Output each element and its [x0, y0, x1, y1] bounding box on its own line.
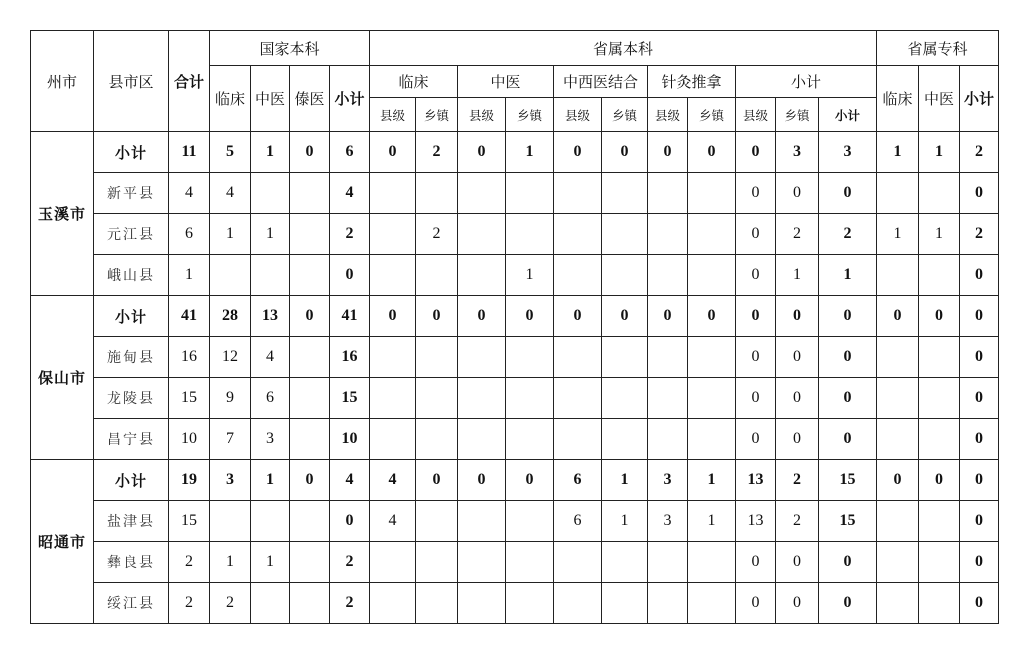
table-cell — [506, 214, 554, 255]
table-cell: 2 — [330, 583, 370, 624]
table-cell: 0 — [776, 173, 819, 214]
table-cell — [416, 173, 458, 214]
table-cell — [416, 583, 458, 624]
table-cell: 6 — [169, 214, 210, 255]
table-cell: 0 — [819, 337, 877, 378]
table-cell — [506, 501, 554, 542]
table-cell: 0 — [648, 296, 688, 337]
table-cell — [290, 255, 330, 296]
col-header-zk-linchuang: 临床 — [877, 66, 919, 132]
table-cell — [919, 419, 960, 460]
table-cell: 1 — [688, 501, 736, 542]
table-cell — [602, 419, 648, 460]
table-cell — [416, 378, 458, 419]
col-header-zk-xiaoji: 小计 — [960, 66, 999, 132]
table-cell: 0 — [290, 460, 330, 501]
table-cell: 6 — [330, 132, 370, 173]
table-cell: 3 — [648, 501, 688, 542]
table-cell: 0 — [458, 132, 506, 173]
table-cell: 0 — [819, 378, 877, 419]
table-cell: 0 — [330, 501, 370, 542]
table-cell — [919, 501, 960, 542]
county-name: 新平县 — [94, 173, 169, 214]
col-header-gj-linchuang: 临床 — [210, 66, 251, 132]
table-cell: 1 — [602, 501, 648, 542]
table-cell: 0 — [776, 583, 819, 624]
table-cell: 0 — [416, 460, 458, 501]
table-cell — [919, 583, 960, 624]
table-cell: 0 — [506, 296, 554, 337]
table-cell — [506, 337, 554, 378]
city-name: 玉溪市 — [31, 132, 94, 296]
table-cell: 0 — [919, 460, 960, 501]
table-cell — [877, 173, 919, 214]
table-cell: 0 — [736, 583, 776, 624]
table-cell: 15 — [819, 501, 877, 542]
table-cell — [877, 542, 919, 583]
table-cell: 15 — [330, 378, 370, 419]
table-cell — [210, 501, 251, 542]
table-cell: 2 — [169, 583, 210, 624]
table-cell: 2 — [330, 214, 370, 255]
table-cell: 2 — [960, 214, 999, 255]
table-cell — [210, 255, 251, 296]
table-cell: 0 — [602, 296, 648, 337]
table-cell: 1 — [919, 132, 960, 173]
table-cell — [370, 419, 416, 460]
table-cell: 0 — [736, 337, 776, 378]
table-cell: 2 — [416, 214, 458, 255]
table-cell — [290, 214, 330, 255]
table-cell: 1 — [251, 132, 290, 173]
table-cell — [648, 378, 688, 419]
table-cell: 0 — [602, 132, 648, 173]
table-cell — [506, 542, 554, 583]
county-name: 昌宁县 — [94, 419, 169, 460]
table-cell: 2 — [330, 542, 370, 583]
table-cell: 0 — [736, 542, 776, 583]
table-cell: 13 — [736, 460, 776, 501]
table-cell — [688, 378, 736, 419]
table-cell — [290, 501, 330, 542]
table-cell — [688, 337, 736, 378]
col-header-xiangzhen: 乡镇 — [776, 98, 819, 132]
col-header-xianji: 县级 — [648, 98, 688, 132]
table-cell — [370, 255, 416, 296]
table-cell — [506, 419, 554, 460]
table-cell — [458, 378, 506, 419]
table-cell — [416, 542, 458, 583]
table-row — [31, 583, 999, 624]
table-cell — [370, 378, 416, 419]
table-cell: 0 — [960, 296, 999, 337]
group-header-shengshu-zhuanke: 省属专科 — [877, 31, 999, 66]
table-row — [31, 419, 999, 460]
table-cell: 0 — [819, 583, 877, 624]
table-cell — [919, 337, 960, 378]
table-cell: 6 — [554, 460, 602, 501]
table-cell — [554, 419, 602, 460]
table-cell — [290, 419, 330, 460]
table-cell — [919, 378, 960, 419]
table-cell — [370, 542, 416, 583]
table-cell: 0 — [736, 173, 776, 214]
table-cell — [877, 583, 919, 624]
table-cell — [688, 542, 736, 583]
table-cell — [688, 583, 736, 624]
table-cell — [602, 173, 648, 214]
table-cell: 0 — [736, 214, 776, 255]
table-cell — [458, 542, 506, 583]
table-cell: 0 — [919, 296, 960, 337]
subtotal-row — [31, 132, 999, 173]
table-cell — [919, 255, 960, 296]
table-cell: 4 — [210, 173, 251, 214]
table-cell: 13 — [251, 296, 290, 337]
table-cell: 0 — [776, 378, 819, 419]
table-row — [31, 501, 999, 542]
table-cell: 16 — [169, 337, 210, 378]
table-cell — [877, 419, 919, 460]
table-cell: 4 — [330, 173, 370, 214]
col-header-xiaoji: 小计 — [819, 98, 877, 132]
table-cell — [602, 255, 648, 296]
table-cell: 0 — [688, 132, 736, 173]
table-cell: 1 — [506, 132, 554, 173]
table-cell — [602, 583, 648, 624]
city-name: 保山市 — [31, 296, 94, 460]
table-cell: 0 — [960, 378, 999, 419]
table-cell: 4 — [169, 173, 210, 214]
table-cell — [554, 173, 602, 214]
table-cell: 0 — [554, 296, 602, 337]
table-cell: 0 — [736, 419, 776, 460]
table-cell — [416, 255, 458, 296]
table-cell: 41 — [169, 296, 210, 337]
table-cell: 15 — [169, 501, 210, 542]
table-row — [31, 214, 999, 255]
col-header-xianji: 县级 — [370, 98, 416, 132]
table-cell: 0 — [819, 173, 877, 214]
table-cell — [648, 419, 688, 460]
table-cell: 1 — [251, 214, 290, 255]
table-cell — [458, 583, 506, 624]
county-name: 盐津县 — [94, 501, 169, 542]
table-cell: 0 — [960, 542, 999, 583]
subtotal-label: 小计 — [94, 132, 169, 173]
col-header-xianshiqu: 县市区 — [94, 31, 169, 132]
table-cell — [648, 583, 688, 624]
table-cell: 1 — [602, 460, 648, 501]
table-cell: 0 — [290, 132, 330, 173]
table-row — [31, 337, 999, 378]
table-cell: 0 — [688, 296, 736, 337]
col-header-heji: 合计 — [169, 31, 210, 132]
subtotal-row — [31, 296, 999, 337]
table-cell: 1 — [506, 255, 554, 296]
table-cell — [554, 583, 602, 624]
table-cell: 1 — [877, 132, 919, 173]
table-cell: 2 — [416, 132, 458, 173]
table-cell: 19 — [169, 460, 210, 501]
table-cell — [290, 542, 330, 583]
table-cell: 0 — [290, 296, 330, 337]
table-row — [31, 542, 999, 583]
table-cell — [458, 214, 506, 255]
table-cell: 1 — [251, 542, 290, 583]
subgroup-header-xiaoji: 小计 — [736, 66, 877, 98]
table-cell — [554, 378, 602, 419]
col-header-gj-zhongyi: 中医 — [251, 66, 290, 132]
col-header-gj-xiaoji: 小计 — [330, 66, 370, 132]
table-cell: 0 — [960, 501, 999, 542]
col-header-xianji: 县级 — [736, 98, 776, 132]
col-header-xiangzhen: 乡镇 — [602, 98, 648, 132]
table-cell — [416, 501, 458, 542]
table-cell — [458, 255, 506, 296]
table-cell: 16 — [330, 337, 370, 378]
col-header-xianji: 县级 — [458, 98, 506, 132]
subtotal-label: 小计 — [94, 460, 169, 501]
table-cell: 4 — [370, 460, 416, 501]
table-row — [31, 255, 999, 296]
table-cell: 0 — [370, 296, 416, 337]
table-cell: 7 — [210, 419, 251, 460]
table-cell: 4 — [251, 337, 290, 378]
table-cell: 0 — [960, 337, 999, 378]
table-cell: 2 — [960, 132, 999, 173]
table-cell: 0 — [819, 419, 877, 460]
table-cell: 0 — [736, 255, 776, 296]
table-body — [31, 132, 999, 624]
subtotal-row — [31, 460, 999, 501]
table-cell: 1 — [819, 255, 877, 296]
group-header-shengshu-benke: 省属本科 — [370, 31, 877, 66]
table-cell — [688, 419, 736, 460]
table-cell: 0 — [960, 460, 999, 501]
table-cell — [290, 173, 330, 214]
table-cell — [602, 378, 648, 419]
table-cell: 0 — [819, 542, 877, 583]
table-cell: 1 — [919, 214, 960, 255]
table-cell: 0 — [877, 460, 919, 501]
table-cell — [458, 337, 506, 378]
table-cell: 0 — [416, 296, 458, 337]
table-cell — [370, 214, 416, 255]
table-cell: 0 — [776, 337, 819, 378]
table-cell: 0 — [370, 132, 416, 173]
table-cell: 0 — [960, 255, 999, 296]
table-cell: 2 — [776, 214, 819, 255]
table-cell: 0 — [960, 173, 999, 214]
table-cell: 0 — [554, 132, 602, 173]
table-cell — [370, 583, 416, 624]
table-cell — [648, 337, 688, 378]
table-cell — [919, 542, 960, 583]
table-cell: 10 — [169, 419, 210, 460]
table-cell: 0 — [960, 583, 999, 624]
table-cell: 10 — [330, 419, 370, 460]
table-cell — [251, 173, 290, 214]
table-cell: 1 — [776, 255, 819, 296]
table-cell: 3 — [648, 460, 688, 501]
county-name: 龙陵县 — [94, 378, 169, 419]
table-cell — [648, 173, 688, 214]
subgroup-header-zhenjiu: 针灸推拿 — [648, 66, 736, 98]
table-cell: 1 — [251, 460, 290, 501]
table-cell — [602, 337, 648, 378]
subgroup-header-zhongxiyi: 中西医结合 — [554, 66, 648, 98]
table-cell — [602, 214, 648, 255]
table-cell: 0 — [877, 296, 919, 337]
table-cell: 6 — [554, 501, 602, 542]
table-cell: 9 — [210, 378, 251, 419]
table-cell: 15 — [819, 460, 877, 501]
table-cell: 15 — [169, 378, 210, 419]
table-cell — [251, 255, 290, 296]
table-cell — [877, 501, 919, 542]
table-cell: 13 — [736, 501, 776, 542]
table-cell — [554, 337, 602, 378]
table-cell — [688, 173, 736, 214]
table-cell: 0 — [458, 296, 506, 337]
col-header-xiangzhen: 乡镇 — [688, 98, 736, 132]
col-header-xiangzhen: 乡镇 — [416, 98, 458, 132]
table-cell — [877, 255, 919, 296]
table-cell — [251, 501, 290, 542]
table-cell — [919, 173, 960, 214]
table-cell — [416, 337, 458, 378]
table-cell: 0 — [776, 296, 819, 337]
table-cell: 0 — [330, 255, 370, 296]
table-cell: 12 — [210, 337, 251, 378]
table-cell: 0 — [458, 460, 506, 501]
table-cell — [554, 214, 602, 255]
table-cell — [458, 419, 506, 460]
county-name: 元江县 — [94, 214, 169, 255]
table-cell — [458, 501, 506, 542]
table-cell: 11 — [169, 132, 210, 173]
col-header-zhoushi: 州市 — [31, 31, 94, 132]
county-name: 绥江县 — [94, 583, 169, 624]
table-cell — [370, 173, 416, 214]
table-cell: 2 — [169, 542, 210, 583]
table-cell: 1 — [877, 214, 919, 255]
city-name: 昭通市 — [31, 460, 94, 624]
table-cell: 3 — [210, 460, 251, 501]
table-cell: 0 — [819, 296, 877, 337]
group-header-guojia-benke: 国家本科 — [210, 31, 370, 66]
table-cell — [290, 378, 330, 419]
table-cell: 1 — [688, 460, 736, 501]
table-cell: 28 — [210, 296, 251, 337]
col-header-xiangzhen: 乡镇 — [506, 98, 554, 132]
table-cell — [506, 173, 554, 214]
table-cell — [290, 337, 330, 378]
table-cell: 2 — [776, 460, 819, 501]
county-name: 施甸县 — [94, 337, 169, 378]
table-cell — [506, 583, 554, 624]
table-cell: 0 — [736, 378, 776, 419]
table-cell: 1 — [210, 214, 251, 255]
table-cell: 3 — [776, 132, 819, 173]
table-cell: 5 — [210, 132, 251, 173]
table-cell — [648, 214, 688, 255]
table-cell: 0 — [648, 132, 688, 173]
table-cell: 0 — [736, 296, 776, 337]
table-cell: 1 — [210, 542, 251, 583]
subgroup-header-zhongyi: 中医 — [458, 66, 554, 98]
table-cell — [251, 583, 290, 624]
table-cell — [688, 214, 736, 255]
table-row — [31, 173, 999, 214]
table-cell — [648, 255, 688, 296]
table-cell: 4 — [370, 501, 416, 542]
table-cell — [458, 173, 506, 214]
table-cell — [648, 542, 688, 583]
subgroup-header-linchuang: 临床 — [370, 66, 458, 98]
table-row — [31, 378, 999, 419]
county-name: 峨山县 — [94, 255, 169, 296]
table-cell — [554, 542, 602, 583]
table-cell: 3 — [819, 132, 877, 173]
table-cell — [416, 419, 458, 460]
table-cell: 1 — [169, 255, 210, 296]
table-cell — [688, 255, 736, 296]
table-cell — [506, 378, 554, 419]
table-cell: 3 — [251, 419, 290, 460]
table-cell: 6 — [251, 378, 290, 419]
col-header-xianji: 县级 — [554, 98, 602, 132]
table-cell: 41 — [330, 296, 370, 337]
table-cell: 2 — [210, 583, 251, 624]
table-cell — [877, 337, 919, 378]
table-cell — [290, 583, 330, 624]
table-cell: 4 — [330, 460, 370, 501]
table-cell: 0 — [776, 542, 819, 583]
table-cell: 2 — [776, 501, 819, 542]
table-cell: 0 — [736, 132, 776, 173]
county-name: 彝良县 — [94, 542, 169, 583]
col-header-zk-zhongyi: 中医 — [919, 66, 960, 132]
table-cell: 0 — [506, 460, 554, 501]
table-cell: 2 — [819, 214, 877, 255]
table-cell — [370, 337, 416, 378]
subtotal-label: 小计 — [94, 296, 169, 337]
table-cell — [602, 542, 648, 583]
table-cell — [554, 255, 602, 296]
enrollment-table — [30, 30, 999, 624]
table-cell: 0 — [776, 419, 819, 460]
col-header-gj-daiyi: 傣医 — [290, 66, 330, 132]
table-cell: 0 — [960, 419, 999, 460]
table-cell — [877, 378, 919, 419]
